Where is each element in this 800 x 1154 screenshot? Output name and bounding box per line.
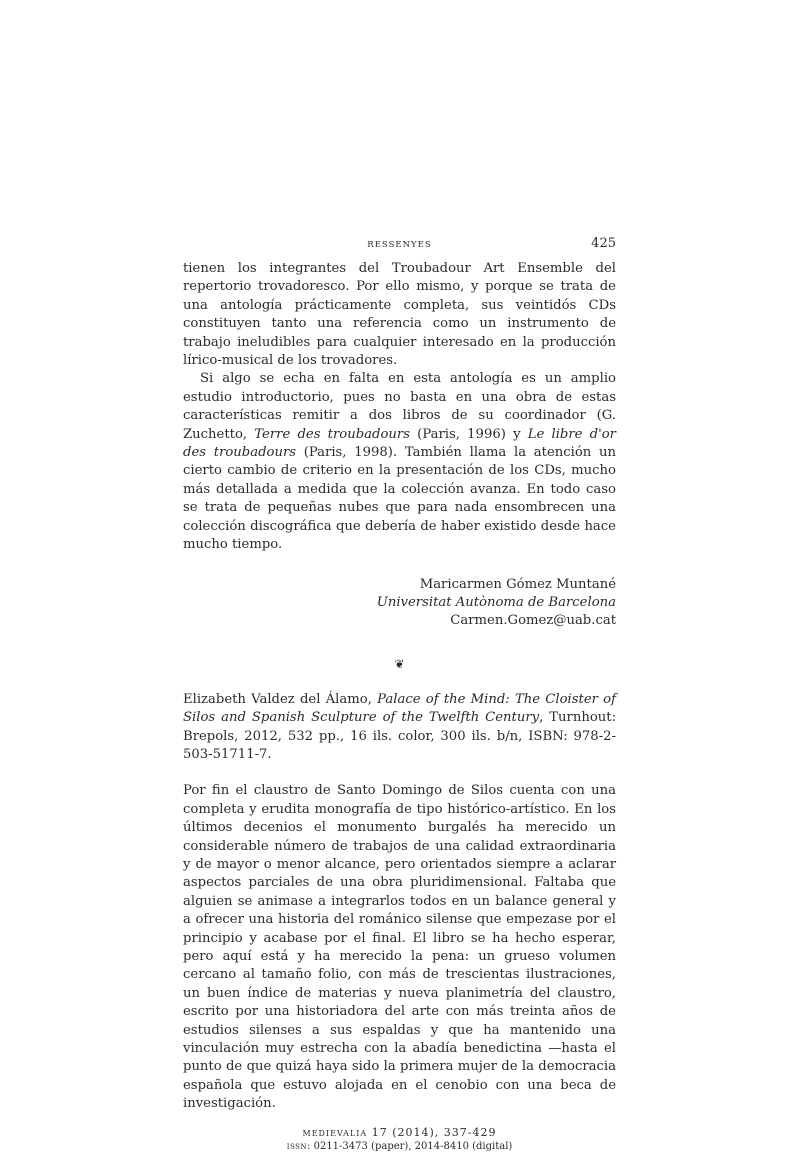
issn-line [183,1140,616,1154]
reviewer-affiliation: Universitat Autònoma de Barcelona [376,594,616,610]
book-author: Elizabeth Valdez del Álamo, [183,691,378,707]
book-reference [183,691,616,765]
reviewer-signature [183,576,616,631]
reviewer-name: Maricarmen Gómez Muntané [419,576,616,592]
section-ornament: ❦ [394,656,405,671]
book-title: Palace of the Mind: The Cloister of Silos and Spanish Sculpture of the Twelfth Century [183,691,616,726]
issn-numbers: : 0211-3473 (paper), 2014-8410 (digital) [307,1140,513,1152]
cited-title: Le libre d'or des troubadours [183,426,616,461]
paragraph-text: (Paris, 1998). También llama la atención un cierto cambio de criterio en la presentación de los CDs, mucho más detallada a medida que la colección avanza. En todo caso se trata de pequeñas nubes que para nada ensombrecen una colección discográfica que debería de haber existido desde hace mucho tiempo. [183,445,616,553]
paragraph-text: Si algo se echa en falta en esta antología es un amplio estudio introductorio, pues no basta en una obra de estas características remitir a dos libros de su coordinador (G. Zuchetto, [183,371,616,442]
previous-review-paragraph-2 [183,370,616,554]
journal-citation: medievalia 17 (2014), 337-429 [302,1125,497,1139]
paragraph-text: (Paris, 1996) y [409,426,528,442]
page-number: 425 [591,236,616,251]
page-footer [183,1126,616,1154]
reviewer-email: Carmen.Gomez@uab.cat [450,613,616,629]
review-body-paragraph: Por fin el claustro de Santo Domingo de Silos cuenta con una completa y erudita monografía de tipo histórico-artístico. En los últimos decenios el monumento burgalés ha merecido un considerable número de trabajos de una calidad extraordinaria y de mayor o menor alcance, pero orientados siempre a aclarar aspectos parciales de una obra pluridimensional. Faltaba que alguien se animase a integrarlos todos en un balance general y a ofrecer una historia del románico silense que empezase por el principio y acabase por el final. El libro se ha hecho esperar, pero aquí está y ha merecido la pena: un grueso volumen cercano al tamaño folio, con más de trescientas ilustraciones, un buen índice de materias y nueva planimetría del claustro, escrito por una historiadora del arte con más treinta años de estudios silenses a sus espaldas y que ha mantenido una vinculación muy estrecha con la abadía benedictina —hasta el punto de que quizá haya sido la primera mujer de la democracia española que estuvo alojada en el cenobio con una beca de investigación. [183,783,616,1112]
running-head [183,238,616,260]
cited-title: Terre des troubadours [254,426,410,442]
previous-review-paragraph-1: tienen los integrantes del Troubadour Art Ensemble del repertorio trovadoresco. Por ello mismo, y porque se trata de una antología prácticamente completa, sus veintidós CDs constituyen tanto una referencia como un instrumento de trabajo ineludibles para cualquier interesado en la producción lírico-musical de los trovadores. [183,261,616,369]
issn-label: issn [286,1140,308,1152]
document-page [183,238,616,1154]
running-title: RESSENYES [367,240,432,250]
book-details: , Turnhout: Brepols, 2012, 532 pp., 16 ils. color, 300 ils. b/n, ISBN: 978-2-503-51711-7. [183,710,617,762]
